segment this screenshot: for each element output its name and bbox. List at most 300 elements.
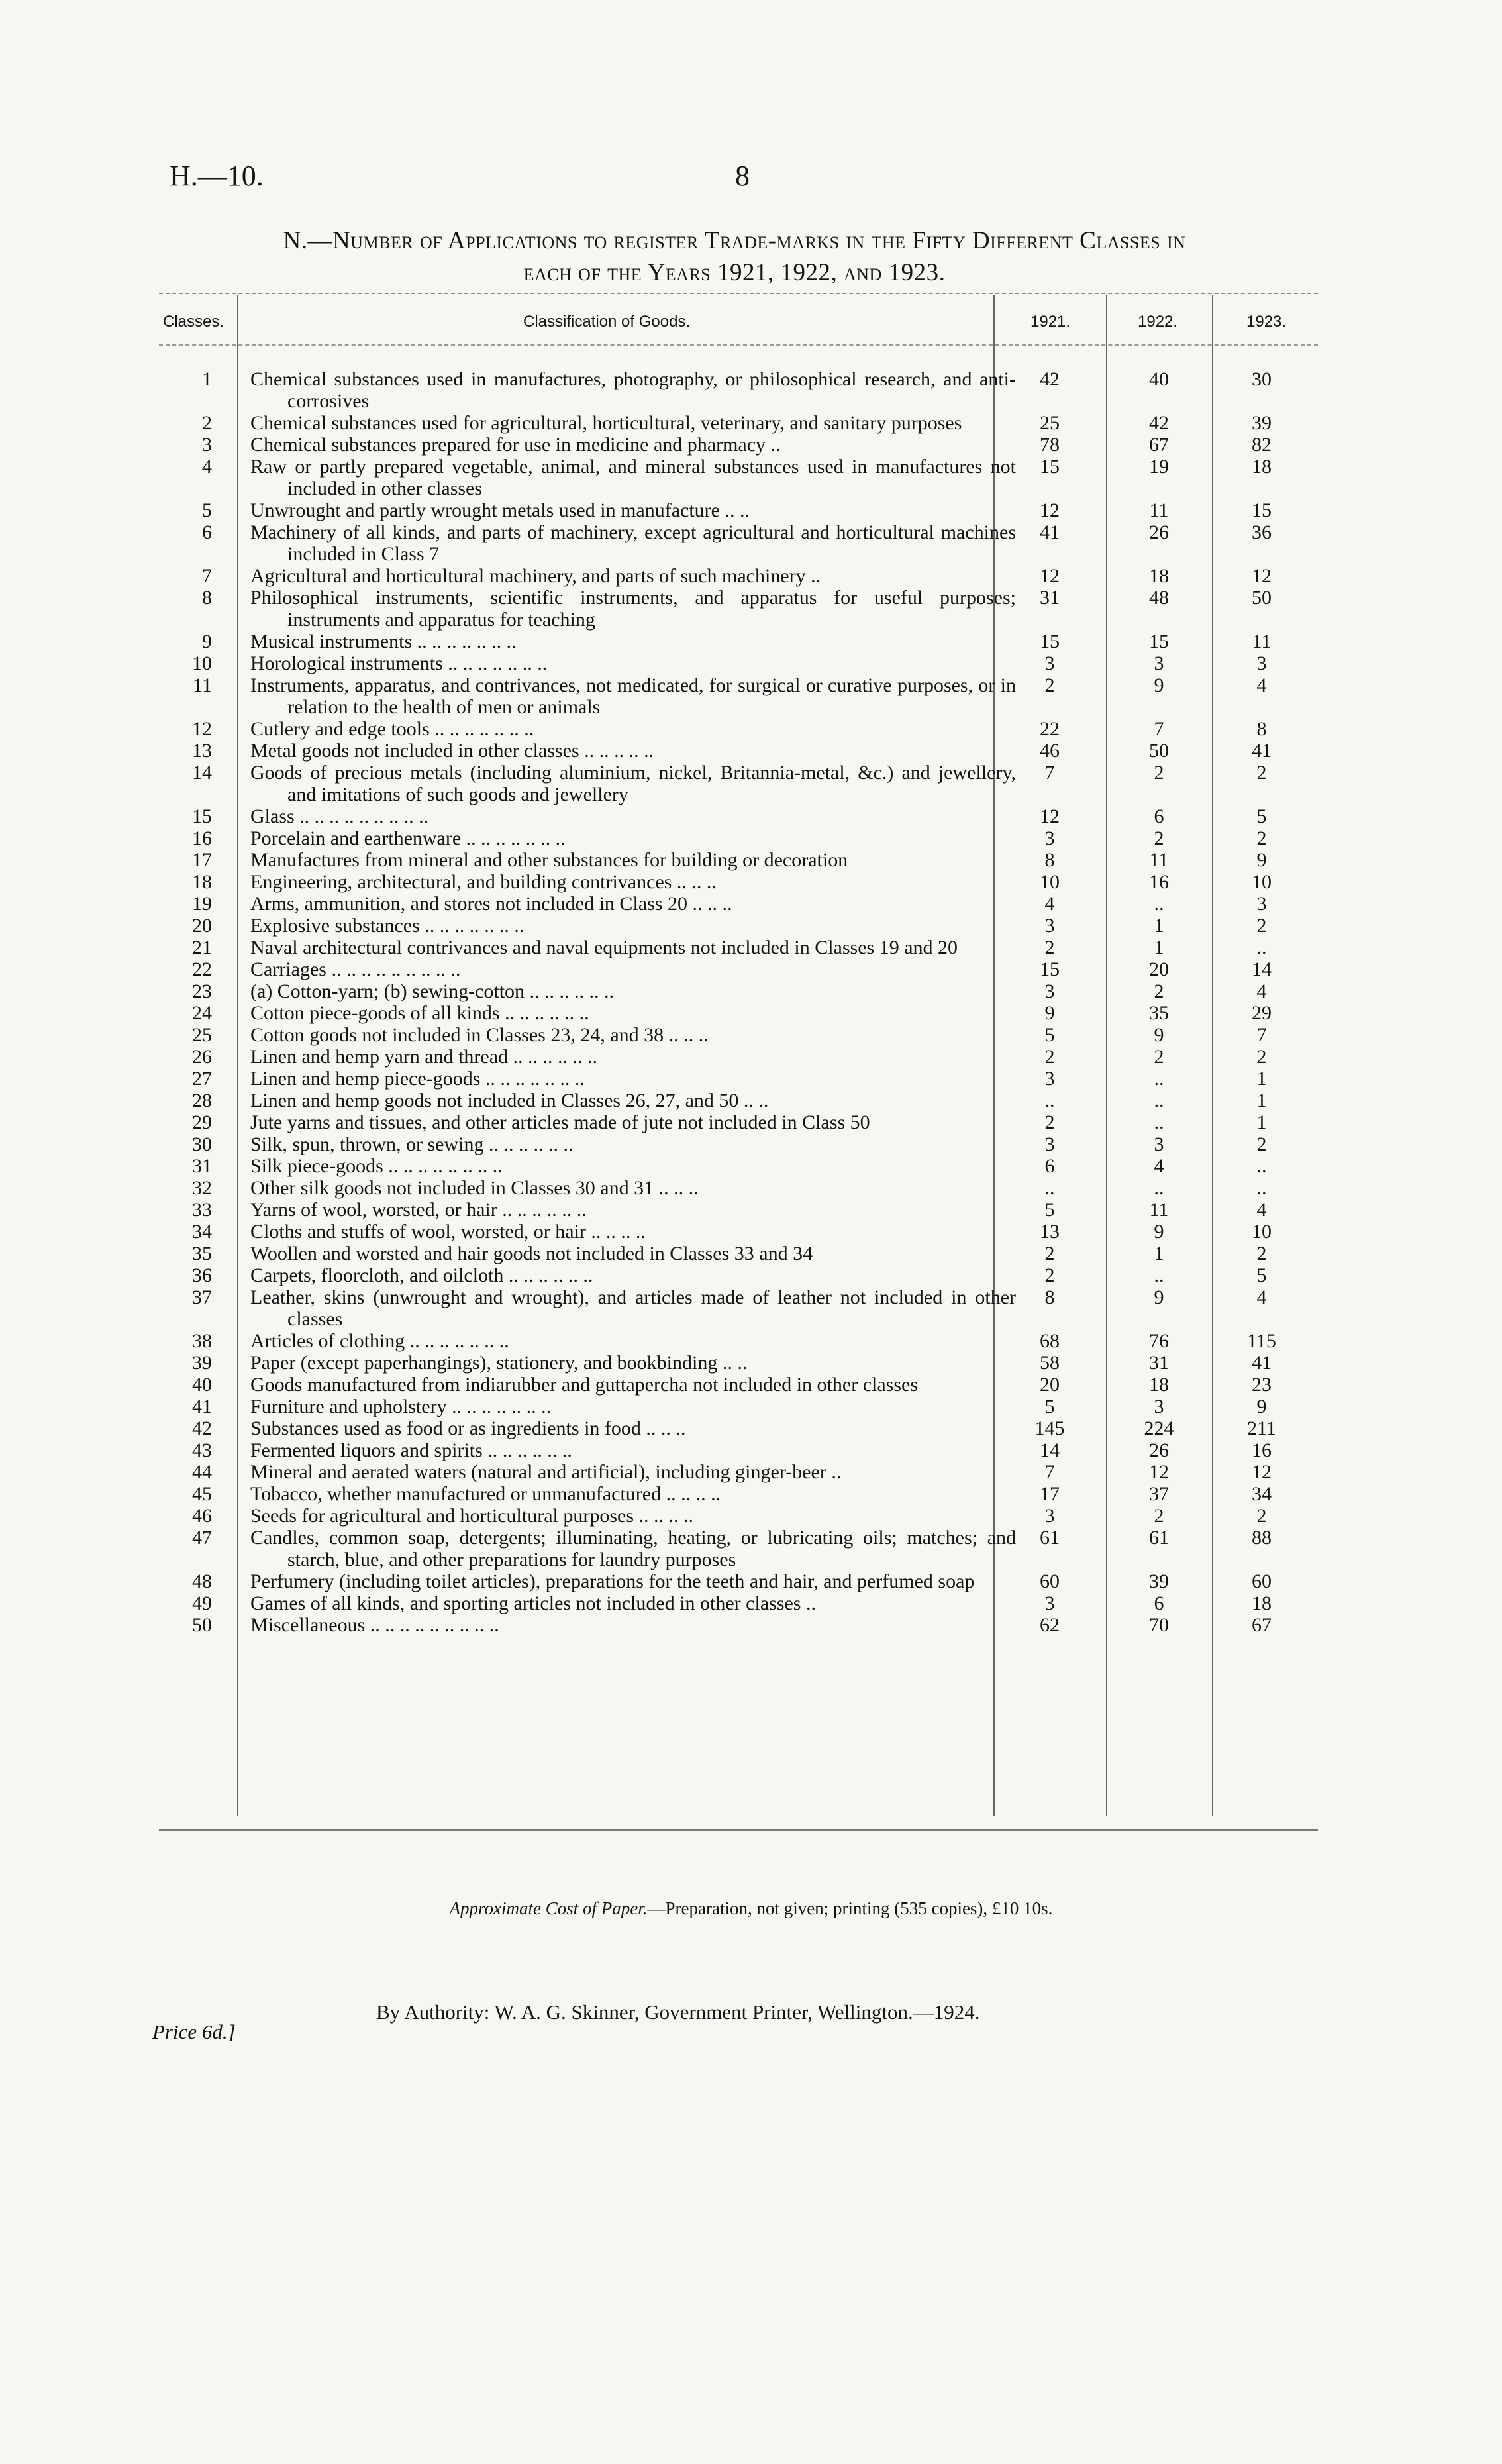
table-row (0, 893, 1502, 915)
table-row (0, 1461, 1502, 1483)
value-1923: 3 (1256, 893, 1267, 915)
value-1921: 7 (1044, 762, 1055, 784)
table-row (0, 1374, 1502, 1396)
top-rule (159, 293, 1318, 294)
value-1923: 2 (1256, 1505, 1267, 1527)
value-1922: 67 (1149, 434, 1169, 456)
class-number: 12 (192, 718, 212, 740)
class-number: 23 (192, 980, 212, 1002)
value-1922: 9 (1154, 674, 1164, 696)
value-1923: 2 (1256, 1046, 1267, 1068)
value-1921: 2 (1044, 1264, 1055, 1286)
class-number: 11 (193, 674, 212, 696)
goods-description: Carriages .. .. .. .. .. .. .. .. .. (250, 958, 461, 980)
value-1923: 1 (1256, 1111, 1267, 1133)
value-1923: 2 (1256, 1243, 1267, 1264)
goods-description: Agricultural and horticultural machinery, and parts of such machinery .. (250, 565, 821, 587)
class-number: 37 (192, 1286, 212, 1308)
table-row (0, 1133, 1502, 1155)
table-row (0, 1592, 1502, 1614)
goods-description: Silk, spun, thrown, or sewing .. .. .. .. .. .. (250, 1133, 574, 1155)
table-row (0, 434, 1502, 456)
value-1921: 145 (1034, 1417, 1065, 1439)
value-1923: 18 (1252, 456, 1272, 478)
value-1923: .. (1256, 1155, 1267, 1177)
table-row (0, 718, 1502, 740)
table-row (0, 740, 1502, 762)
goods-description: Glass .. .. .. .. .. .. .. .. .. (250, 805, 429, 827)
value-1921: 3 (1044, 827, 1055, 849)
value-1922: 2 (1154, 980, 1164, 1002)
cost-label: Approximate Cost of Paper. (449, 1898, 648, 1918)
cost-footnote (0, 1898, 1502, 1919)
class-number: 38 (192, 1330, 212, 1352)
value-1921: 13 (1040, 1221, 1060, 1243)
value-1922: 11 (1149, 499, 1169, 521)
table-row (0, 827, 1502, 849)
class-number: 50 (192, 1614, 212, 1636)
class-number: 30 (192, 1133, 212, 1155)
table-row (0, 565, 1502, 587)
table-row (0, 1264, 1502, 1286)
class-number: 29 (192, 1111, 212, 1133)
value-1922: 39 (1149, 1570, 1169, 1592)
goods-description: Substances used as food or as ingredients in food .. .. .. (250, 1417, 686, 1439)
table-row (0, 937, 1502, 958)
value-1922: 224 (1144, 1417, 1174, 1439)
value-1923: 2 (1256, 1133, 1267, 1155)
column-header-1921: 1921. (1030, 313, 1071, 331)
value-1921: 14 (1040, 1439, 1060, 1461)
goods-description: Arms, ammunition, and stores not included in Class 20 .. .. .. (250, 893, 732, 915)
value-1922: .. (1154, 893, 1164, 915)
value-1921: 8 (1044, 1286, 1055, 1308)
table-row (0, 1439, 1502, 1461)
value-1923: 50 (1252, 587, 1272, 609)
value-1921: 68 (1040, 1330, 1060, 1352)
value-1923: 82 (1252, 434, 1272, 456)
goods-description: Cloths and stuffs of wool, worsted, or hair .. .. .. .. (250, 1221, 646, 1243)
value-1921: 3 (1044, 980, 1055, 1002)
table-row (0, 915, 1502, 937)
value-1921: 15 (1040, 958, 1060, 980)
value-1922: 48 (1149, 587, 1169, 609)
class-number: 48 (192, 1570, 212, 1592)
goods-description: Metal goods not included in other classes .. .. .. .. .. (250, 740, 654, 762)
class-number: 45 (192, 1483, 212, 1505)
table-row (0, 1046, 1502, 1068)
table-row (0, 587, 1502, 631)
goods-description: Chemical substances prepared for use in medicine and pharmacy .. (250, 434, 781, 456)
table-row (0, 368, 1502, 412)
class-number: 44 (192, 1461, 212, 1483)
value-1922: 70 (1149, 1614, 1169, 1636)
table-row (0, 674, 1502, 718)
goods-description: Cotton piece-goods of all kinds .. .. .. .. .. .. (250, 1002, 589, 1024)
class-number: 10 (192, 652, 212, 674)
value-1922: 31 (1149, 1352, 1169, 1374)
table-row (0, 1111, 1502, 1133)
value-1922: 26 (1149, 1439, 1169, 1461)
table-row (0, 1002, 1502, 1024)
value-1922: 4 (1154, 1155, 1164, 1177)
value-1921: 3 (1044, 915, 1055, 937)
table-body (0, 368, 1502, 1636)
goods-description: Raw or partly prepared vegetable, animal, and mineral substances used in manufactures not included in other classes (250, 456, 1016, 499)
goods-description: Explosive substances .. .. .. .. .. .. .. (250, 915, 525, 937)
goods-description: Furniture and upholstery .. .. .. .. .. .. .. (250, 1396, 552, 1417)
value-1921: 5 (1044, 1396, 1055, 1417)
value-1922: 12 (1149, 1461, 1169, 1483)
value-1923: 10 (1252, 871, 1272, 893)
goods-description: Silk piece-goods .. .. .. .. .. .. .. .. (250, 1155, 503, 1177)
class-number: 20 (192, 915, 212, 937)
value-1923: .. (1256, 937, 1267, 958)
goods-description: Carpets, floorcloth, and oilcloth .. .. .. .. .. .. (250, 1264, 593, 1286)
class-number: 27 (192, 1068, 212, 1090)
column-header-1923: 1923. (1246, 313, 1287, 331)
value-1923: 11 (1252, 631, 1272, 652)
value-1922: 16 (1149, 871, 1169, 893)
value-1922: 37 (1149, 1483, 1169, 1505)
table-row (0, 1570, 1502, 1592)
value-1921: 61 (1040, 1527, 1060, 1549)
value-1921: 12 (1040, 565, 1060, 587)
class-number: 26 (192, 1046, 212, 1068)
value-1922: 61 (1149, 1527, 1169, 1549)
class-number: 34 (192, 1221, 212, 1243)
class-number: 39 (192, 1352, 212, 1374)
class-number: 33 (192, 1199, 212, 1221)
table-row (0, 871, 1502, 893)
value-1922: 1 (1154, 937, 1164, 958)
class-number: 19 (192, 893, 212, 915)
value-1922: 1 (1154, 915, 1164, 937)
value-1921: .. (1044, 1177, 1055, 1199)
table-row (0, 1155, 1502, 1177)
table-row (0, 1024, 1502, 1046)
header-rule (159, 344, 1318, 346)
goods-description: Leather, skins (unwrought and wrought), and articles made of leather not included in other classes (250, 1286, 1016, 1330)
class-number: 18 (192, 871, 212, 893)
value-1923: 14 (1252, 958, 1272, 980)
class-number: 6 (202, 521, 212, 543)
value-1923: 3 (1256, 652, 1267, 674)
goods-description: Horological instruments .. .. .. .. .. .. .. (250, 652, 548, 674)
class-number: 36 (192, 1264, 212, 1286)
value-1922: 50 (1149, 740, 1169, 762)
class-number: 9 (202, 631, 212, 652)
value-1921: 12 (1040, 499, 1060, 521)
class-number: 43 (192, 1439, 212, 1461)
table-row (0, 1614, 1502, 1636)
value-1923: 39 (1252, 412, 1272, 434)
value-1921: 17 (1040, 1483, 1060, 1505)
value-1921: 46 (1040, 740, 1060, 762)
value-1922: 35 (1149, 1002, 1169, 1024)
value-1922: 2 (1154, 1505, 1164, 1527)
value-1923: 34 (1252, 1483, 1272, 1505)
class-number: 25 (192, 1024, 212, 1046)
value-1921: 5 (1044, 1024, 1055, 1046)
class-number: 8 (202, 587, 212, 609)
value-1922: 11 (1149, 1199, 1169, 1221)
class-number: 46 (192, 1505, 212, 1527)
goods-description: Unwrought and partly wrought metals used in manufacture .. .. (250, 499, 750, 521)
goods-description: Manufactures from mineral and other substances for building or decoration (250, 849, 848, 871)
title-line-2: each of the Years 1921, 1922, and 1923. (523, 259, 946, 286)
goods-description: Mineral and aerated waters (natural and artificial), including ginger-beer .. (250, 1461, 842, 1483)
table-row (0, 1417, 1502, 1439)
class-number: 7 (202, 565, 212, 587)
goods-description: Candles, common soap, detergents; illuminating, heating, or lubricating oils; matches; and starch, blue, and other preparations for laundry purposes (250, 1527, 1016, 1570)
value-1921: 7 (1044, 1461, 1055, 1483)
value-1923: 16 (1252, 1439, 1272, 1461)
value-1922: 76 (1149, 1330, 1169, 1352)
table-title (144, 225, 1325, 289)
table-row (0, 631, 1502, 652)
value-1923: 8 (1256, 718, 1267, 740)
value-1922: 3 (1154, 652, 1164, 674)
value-1923: 115 (1247, 1330, 1276, 1352)
value-1921: 60 (1040, 1570, 1060, 1592)
goods-description: Games of all kinds, and sporting articles not included in other classes .. (250, 1592, 816, 1614)
value-1923: 4 (1256, 1286, 1267, 1308)
goods-description: Fermented liquors and spirits .. .. .. .. .. .. (250, 1439, 572, 1461)
value-1921: 4 (1044, 893, 1055, 915)
value-1921: 25 (1040, 412, 1060, 434)
value-1921: 3 (1044, 1133, 1055, 1155)
table-row (0, 499, 1502, 521)
value-1922: 19 (1149, 456, 1169, 478)
table-row (0, 1505, 1502, 1527)
value-1923: 211 (1247, 1417, 1276, 1439)
class-number: 28 (192, 1090, 212, 1111)
value-1922: 15 (1149, 631, 1169, 652)
goods-description: Linen and hemp goods not included in Classes 26, 27, and 50 .. .. (250, 1090, 769, 1111)
goods-description: Chemical substances used for agricultural, horticultural, veterinary, and sanitary purposes (250, 412, 962, 434)
value-1922: 3 (1154, 1133, 1164, 1155)
value-1923: 1 (1256, 1068, 1267, 1090)
value-1923: 9 (1256, 1396, 1267, 1417)
value-1923: 4 (1256, 980, 1267, 1002)
class-number: 32 (192, 1177, 212, 1199)
value-1922: 2 (1154, 762, 1164, 784)
table-row (0, 980, 1502, 1002)
price-note: Price 6d.] (152, 2020, 236, 2043)
value-1923: 12 (1252, 1461, 1272, 1483)
class-number: 15 (192, 805, 212, 827)
class-number: 17 (192, 849, 212, 871)
value-1921: 2 (1044, 937, 1055, 958)
value-1923: 7 (1256, 1024, 1267, 1046)
goods-description: Musical instruments .. .. .. .. .. .. .. (250, 631, 517, 652)
value-1922: .. (1154, 1177, 1164, 1199)
table-row (0, 805, 1502, 827)
table-row (0, 1221, 1502, 1243)
goods-description: Chemical substances used in manufactures, photography, or philosophical research, and anti-corrosives (250, 368, 1016, 412)
goods-description: Goods of precious metals (including aluminium, nickel, Britannia-metal, &c.) and jewellery, and imitations of such goods and jewellery (250, 762, 1016, 805)
class-number: 3 (202, 434, 212, 456)
class-number: 2 (202, 412, 212, 434)
table-row (0, 1243, 1502, 1264)
value-1923: 60 (1252, 1570, 1272, 1592)
value-1922: 9 (1154, 1221, 1164, 1243)
goods-description: Goods manufactured from indiarubber and guttapercha not included in other classes (250, 1374, 919, 1396)
table-row (0, 762, 1502, 805)
title-line-1: N.—Number of Applications to register Trade-marks in the Fifty Different Classes in (283, 227, 1186, 254)
column-header-classes: Classes. (163, 313, 225, 331)
page-number: 8 (735, 160, 750, 192)
authority-line: By Authority: W. A. G. Skinner, Government Printer, Wellington.—1924. (376, 2000, 980, 2024)
value-1923: 30 (1252, 368, 1272, 390)
value-1923: 4 (1256, 674, 1267, 696)
value-1923: 18 (1252, 1592, 1272, 1614)
goods-description: Cutlery and edge tools .. .. .. .. .. .. .. (250, 718, 534, 740)
value-1921: 2 (1044, 1046, 1055, 1068)
goods-description: Articles of clothing .. .. .. .. .. .. .. (250, 1330, 509, 1352)
class-number: 16 (192, 827, 212, 849)
value-1922: 11 (1149, 849, 1169, 871)
table-row (0, 1286, 1502, 1330)
goods-description: Other silk goods not included in Classes 30 and 31 .. .. .. (250, 1177, 699, 1199)
value-1921: 62 (1040, 1614, 1060, 1636)
class-number: 4 (202, 456, 212, 478)
value-1923: 2 (1256, 827, 1267, 849)
value-1921: 6 (1044, 1155, 1055, 1177)
table-row (0, 521, 1502, 565)
value-1922: 2 (1154, 1046, 1164, 1068)
value-1921: 2 (1044, 1243, 1055, 1264)
value-1922: .. (1154, 1090, 1164, 1111)
value-1922: 6 (1154, 805, 1164, 827)
goods-description: Naval architectural contrivances and naval equipments not included in Classes 19 and 20 (250, 937, 958, 958)
value-1923: 2 (1256, 762, 1267, 784)
value-1921: 15 (1040, 456, 1060, 478)
class-number: 35 (192, 1243, 212, 1264)
value-1921: 12 (1040, 805, 1060, 827)
table-row (0, 1396, 1502, 1417)
value-1921: 3 (1044, 1505, 1055, 1527)
goods-description: Instruments, apparatus, and contrivances, not medicated, for surgical or curative purposes, or in relation to the health of men or animals (250, 674, 1016, 718)
goods-description: Seeds for agricultural and horticultural purposes .. .. .. .. (250, 1505, 693, 1527)
value-1923: 9 (1256, 849, 1267, 871)
goods-description: Woollen and worsted and hair goods not included in Classes 33 and 34 (250, 1243, 813, 1264)
value-1922: 7 (1154, 718, 1164, 740)
goods-description: Cotton goods not included in Classes 23, 24, and 38 .. .. .. (250, 1024, 709, 1046)
value-1922: 20 (1149, 958, 1169, 980)
goods-description: Machinery of all kinds, and parts of machinery, except agricultural and horticultural machines included in Class 7 (250, 521, 1016, 565)
value-1921: 10 (1040, 871, 1060, 893)
table-row (0, 1090, 1502, 1111)
value-1922: .. (1154, 1111, 1164, 1133)
value-1922: 6 (1154, 1592, 1164, 1614)
goods-description: Yarns of wool, worsted, or hair .. .. .. .. .. .. (250, 1199, 587, 1221)
class-number: 42 (192, 1417, 212, 1439)
value-1921: 22 (1040, 718, 1060, 740)
goods-description: Perfumery (including toilet articles), preparations for the teeth and hair, and perfumed soap (250, 1570, 975, 1592)
goods-description: Tobacco, whether manufactured or unmanufactured .. .. .. .. (250, 1483, 721, 1505)
value-1923: 36 (1252, 521, 1272, 543)
value-1923: 15 (1252, 499, 1272, 521)
value-1923: 29 (1252, 1002, 1272, 1024)
value-1921: 2 (1044, 1111, 1055, 1133)
column-header-classification: Classification of Goods. (523, 313, 691, 331)
value-1921: 15 (1040, 631, 1060, 652)
class-number: 1 (202, 368, 212, 390)
class-number: 24 (192, 1002, 212, 1024)
value-1921: 5 (1044, 1199, 1055, 1221)
value-1921: 9 (1044, 1002, 1055, 1024)
value-1922: 1 (1154, 1243, 1164, 1264)
value-1922: .. (1154, 1264, 1164, 1286)
table-row (0, 1527, 1502, 1570)
value-1922: 2 (1154, 827, 1164, 849)
value-1922: 42 (1149, 412, 1169, 434)
value-1922: 26 (1149, 521, 1169, 543)
value-1922: 9 (1154, 1024, 1164, 1046)
value-1921: 2 (1044, 674, 1055, 696)
class-number: 40 (192, 1374, 212, 1396)
class-number: 13 (192, 740, 212, 762)
value-1922: 18 (1149, 565, 1169, 587)
value-1923: 1 (1256, 1090, 1267, 1111)
page-label: H.—10. (170, 160, 264, 192)
value-1921: 20 (1040, 1374, 1060, 1396)
table-row (0, 1177, 1502, 1199)
class-number: 21 (192, 937, 212, 958)
table-row (0, 1330, 1502, 1352)
goods-description: Engineering, architectural, and building contrivances .. .. .. (250, 871, 717, 893)
value-1921: 78 (1040, 434, 1060, 456)
class-number: 31 (192, 1155, 212, 1177)
table-row (0, 958, 1502, 980)
goods-description: Linen and hemp piece-goods .. .. .. .. .. .. .. (250, 1068, 585, 1090)
class-number: 47 (192, 1527, 212, 1549)
value-1923: 12 (1252, 565, 1272, 587)
value-1923: 10 (1252, 1221, 1272, 1243)
class-number: 22 (192, 958, 212, 980)
goods-description: Linen and hemp yarn and thread .. .. .. .. .. .. (250, 1046, 598, 1068)
table-row (0, 412, 1502, 434)
value-1923: 88 (1252, 1527, 1272, 1549)
value-1922: 9 (1154, 1286, 1164, 1308)
table-row (0, 1068, 1502, 1090)
value-1921: .. (1044, 1090, 1055, 1111)
table-row (0, 652, 1502, 674)
value-1921: 42 (1040, 368, 1060, 390)
value-1923: 23 (1252, 1374, 1272, 1396)
value-1922: 40 (1149, 368, 1169, 390)
goods-description: Paper (except paperhangings), stationery, and bookbinding .. .. (250, 1352, 748, 1374)
class-number: 14 (192, 762, 212, 784)
value-1921: 58 (1040, 1352, 1060, 1374)
column-header-1922: 1922. (1138, 313, 1178, 331)
bottom-rule (159, 1829, 1318, 1831)
class-number: 5 (202, 499, 212, 521)
value-1921: 3 (1044, 1068, 1055, 1090)
cost-text: —Preparation, not given; printing (535 copies), £10 10s. (647, 1898, 1053, 1918)
value-1923: 2 (1256, 915, 1267, 937)
value-1921: 3 (1044, 1592, 1055, 1614)
goods-description: Jute yarns and tissues, and other articles made of jute not included in Class 50 (250, 1111, 870, 1133)
table-row (0, 849, 1502, 871)
goods-description: Porcelain and earthenware .. .. .. .. .. .. .. (250, 827, 566, 849)
value-1923: 41 (1252, 740, 1272, 762)
value-1923: 41 (1252, 1352, 1272, 1374)
value-1921: 8 (1044, 849, 1055, 871)
value-1921: 3 (1044, 652, 1055, 674)
